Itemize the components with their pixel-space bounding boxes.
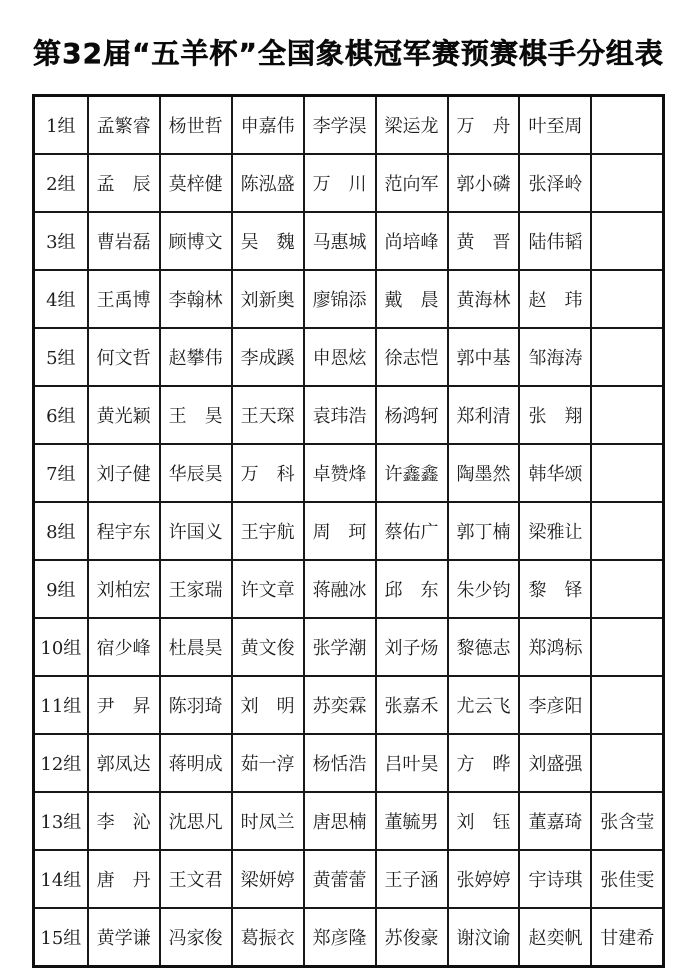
player-cell: 梁妍婷 [232, 850, 304, 908]
player-cell: 黄蕾蕾 [304, 850, 376, 908]
player-cell: 顾博文 [160, 212, 232, 270]
group-label: 2组 [34, 154, 88, 212]
player-cell: 刘子健 [88, 444, 160, 502]
player-cell: 黄海林 [448, 270, 520, 328]
player-cell: 陈羽琦 [160, 676, 232, 734]
player-cell: 杜晨昊 [160, 618, 232, 676]
player-cell: 杨恬浩 [304, 734, 376, 792]
group-label: 13组 [34, 792, 88, 850]
group-label: 1组 [34, 96, 88, 155]
player-cell: 尤云飞 [448, 676, 520, 734]
player-cell: 王 昊 [160, 386, 232, 444]
group-table [32, 94, 665, 968]
player-cell: 杨世哲 [160, 96, 232, 155]
player-cell: 袁玮浩 [304, 386, 376, 444]
player-cell: 郑利清 [448, 386, 520, 444]
player-cell: 宇诗琪 [519, 850, 591, 908]
player-cell: 范向军 [376, 154, 448, 212]
table-row [34, 328, 664, 386]
player-cell: 郭中基 [448, 328, 520, 386]
player-cell [591, 96, 663, 155]
player-cell: 刘子炀 [376, 618, 448, 676]
player-cell: 万 科 [232, 444, 304, 502]
player-cell: 郭凤达 [88, 734, 160, 792]
player-cell: 宿少峰 [88, 618, 160, 676]
player-cell: 黎 铎 [519, 560, 591, 618]
player-cell: 赵 玮 [519, 270, 591, 328]
player-cell: 苏俊豪 [376, 908, 448, 967]
player-cell: 陈泓盛 [232, 154, 304, 212]
player-cell: 唐 丹 [88, 850, 160, 908]
player-cell: 邱 东 [376, 560, 448, 618]
player-cell: 郭小磷 [448, 154, 520, 212]
player-cell: 王子涵 [376, 850, 448, 908]
group-label: 9组 [34, 560, 88, 618]
player-cell: 茹一淳 [232, 734, 304, 792]
player-cell [591, 560, 663, 618]
player-cell: 赵奕帆 [519, 908, 591, 967]
table-row [34, 908, 664, 967]
player-cell: 王家瑞 [160, 560, 232, 618]
player-cell [591, 328, 663, 386]
player-cell: 梁雅让 [519, 502, 591, 560]
player-cell [591, 502, 663, 560]
player-cell: 黄光颖 [88, 386, 160, 444]
player-cell: 申嘉伟 [232, 96, 304, 155]
player-cell: 李翰林 [160, 270, 232, 328]
player-cell: 赵攀伟 [160, 328, 232, 386]
group-label: 11组 [34, 676, 88, 734]
player-cell: 许国义 [160, 502, 232, 560]
player-cell: 王文君 [160, 850, 232, 908]
player-cell: 孟 辰 [88, 154, 160, 212]
player-cell: 韩华颂 [519, 444, 591, 502]
player-cell: 朱少钧 [448, 560, 520, 618]
table-row [34, 96, 664, 155]
player-cell: 刘柏宏 [88, 560, 160, 618]
player-cell [591, 212, 663, 270]
player-cell: 张 翔 [519, 386, 591, 444]
player-cell: 董毓男 [376, 792, 448, 850]
player-cell: 张学潮 [304, 618, 376, 676]
player-cell: 张佳雯 [591, 850, 663, 908]
player-cell: 曹岩磊 [88, 212, 160, 270]
player-cell: 时凤兰 [232, 792, 304, 850]
player-cell: 郑鸿标 [519, 618, 591, 676]
player-cell: 叶至周 [519, 96, 591, 155]
player-cell: 万 川 [304, 154, 376, 212]
table-row [34, 502, 664, 560]
player-cell [591, 676, 663, 734]
player-cell [591, 386, 663, 444]
group-label: 3组 [34, 212, 88, 270]
player-cell: 方 晔 [448, 734, 520, 792]
group-table-body [34, 96, 664, 967]
player-cell: 卓赞烽 [304, 444, 376, 502]
player-cell: 李学淏 [304, 96, 376, 155]
player-cell: 蒋明成 [160, 734, 232, 792]
player-cell: 葛振衣 [232, 908, 304, 967]
player-cell: 蒋融冰 [304, 560, 376, 618]
table-row [34, 154, 664, 212]
player-cell: 黄 晋 [448, 212, 520, 270]
player-cell: 许鑫鑫 [376, 444, 448, 502]
player-cell: 华辰昊 [160, 444, 232, 502]
player-cell: 戴 晨 [376, 270, 448, 328]
page-title: 第32届“五羊杯”全国象棋冠军赛预赛棋手分组表 [33, 37, 664, 70]
group-label: 6组 [34, 386, 88, 444]
player-cell: 王宇航 [232, 502, 304, 560]
player-cell: 许文章 [232, 560, 304, 618]
player-cell [591, 154, 663, 212]
player-cell: 郑彦隆 [304, 908, 376, 967]
player-cell: 黎德志 [448, 618, 520, 676]
player-cell: 冯家俊 [160, 908, 232, 967]
player-cell: 陶墨然 [448, 444, 520, 502]
player-cell: 梁运龙 [376, 96, 448, 155]
player-cell: 尹 昇 [88, 676, 160, 734]
player-cell: 尚培峰 [376, 212, 448, 270]
table-row [34, 270, 664, 328]
table-row [34, 212, 664, 270]
player-cell: 刘盛强 [519, 734, 591, 792]
player-cell: 甘建希 [591, 908, 663, 967]
player-cell: 张婷婷 [448, 850, 520, 908]
player-cell: 李 沁 [88, 792, 160, 850]
player-cell [591, 270, 663, 328]
group-label: 15组 [34, 908, 88, 967]
player-cell: 申恩炫 [304, 328, 376, 386]
group-label: 8组 [34, 502, 88, 560]
player-cell: 程宇东 [88, 502, 160, 560]
player-cell: 刘 钰 [448, 792, 520, 850]
table-row [34, 618, 664, 676]
player-cell: 马惠城 [304, 212, 376, 270]
player-cell: 陆伟韬 [519, 212, 591, 270]
player-cell: 王天琛 [232, 386, 304, 444]
player-cell: 万 舟 [448, 96, 520, 155]
group-label: 14组 [34, 850, 88, 908]
player-cell: 吴 魏 [232, 212, 304, 270]
player-cell: 刘 明 [232, 676, 304, 734]
player-cell [591, 618, 663, 676]
group-label: 4组 [34, 270, 88, 328]
player-cell: 沈思凡 [160, 792, 232, 850]
player-cell: 何文哲 [88, 328, 160, 386]
player-cell: 张嘉禾 [376, 676, 448, 734]
group-label: 10组 [34, 618, 88, 676]
player-cell: 廖锦添 [304, 270, 376, 328]
table-row [34, 676, 664, 734]
player-cell: 周 珂 [304, 502, 376, 560]
player-cell: 张含莹 [591, 792, 663, 850]
player-cell: 郭丁楠 [448, 502, 520, 560]
group-label: 5组 [34, 328, 88, 386]
player-cell: 孟繁睿 [88, 96, 160, 155]
player-cell: 李成蹊 [232, 328, 304, 386]
player-cell: 李彦阳 [519, 676, 591, 734]
table-row [34, 560, 664, 618]
player-cell: 张泽岭 [519, 154, 591, 212]
table-row [34, 734, 664, 792]
player-cell: 杨鸿轲 [376, 386, 448, 444]
group-label: 7组 [34, 444, 88, 502]
player-cell: 徐志恺 [376, 328, 448, 386]
player-cell: 邹海涛 [519, 328, 591, 386]
table-row [34, 792, 664, 850]
player-cell [591, 734, 663, 792]
table-row [34, 444, 664, 502]
player-cell: 唐思楠 [304, 792, 376, 850]
player-cell [591, 444, 663, 502]
player-cell: 王禹博 [88, 270, 160, 328]
player-cell: 蔡佑广 [376, 502, 448, 560]
table-row [34, 850, 664, 908]
player-cell: 谢汶谕 [448, 908, 520, 967]
player-cell: 黄文俊 [232, 618, 304, 676]
group-label: 12组 [34, 734, 88, 792]
player-cell: 董嘉琦 [519, 792, 591, 850]
table-row [34, 386, 664, 444]
player-cell: 吕叶昊 [376, 734, 448, 792]
player-cell: 莫梓健 [160, 154, 232, 212]
player-cell: 刘新奥 [232, 270, 304, 328]
player-cell: 苏奕霖 [304, 676, 376, 734]
player-cell: 黄学谦 [88, 908, 160, 967]
